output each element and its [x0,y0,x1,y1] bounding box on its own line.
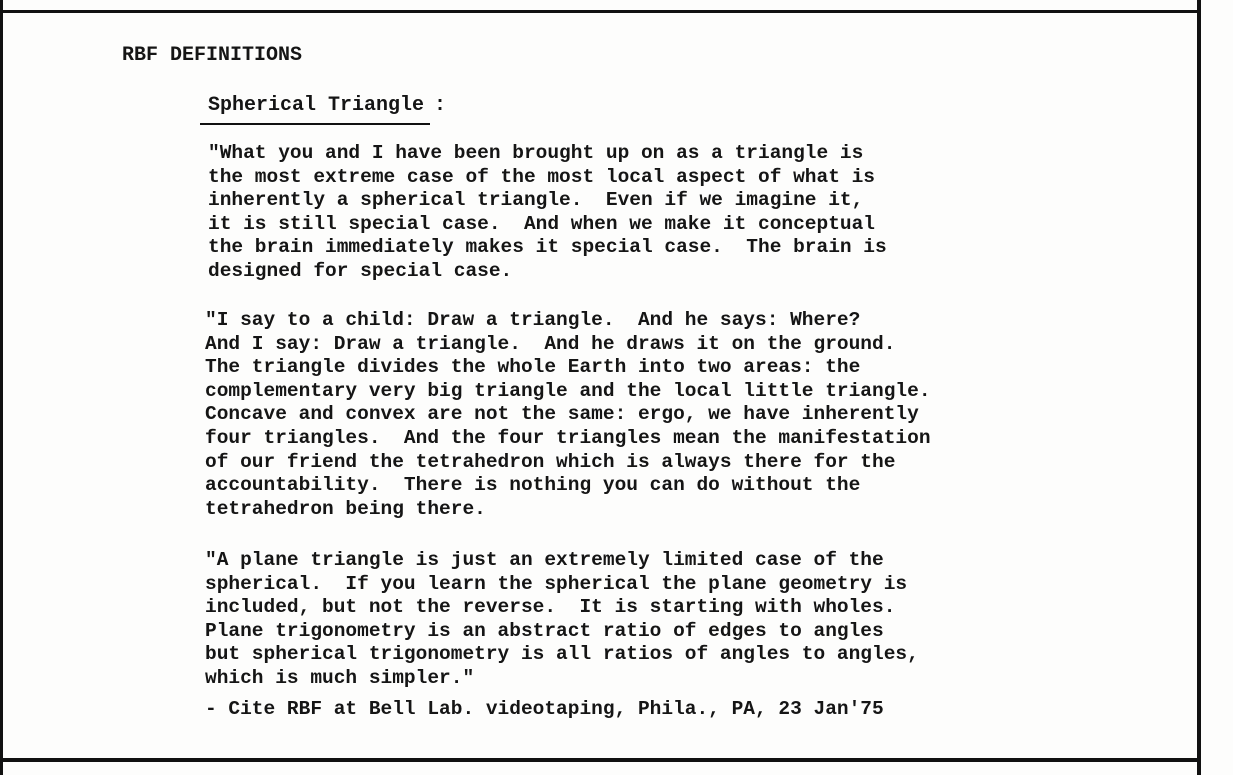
document-heading: RBF DEFINITIONS [122,44,303,67]
paragraph-line: which is much simpler." [205,666,475,689]
quote-paragraph-2 [205,309,931,521]
paragraph-line: the most extreme case of the most local aspect of what is [208,165,876,188]
term-colon: : [434,94,447,117]
citation-line: - Cite RBF at Bell Lab. videotaping, Phila., PA, 23 Jan'75 [205,698,884,720]
paragraph-line: four triangles. And the four triangles mean the manifestation [205,426,931,449]
paragraph-line: of our friend the tetrahedron which is always there for the [205,450,896,473]
paragraph-line: spherical. If you learn the spherical the plane geometry is [205,572,908,595]
left-border-rule [0,0,3,775]
paragraph-line: but spherical trigonometry is all ratios of angles to angles, [205,643,919,666]
paragraph-line: it is still special case. And when we make it conceptual [208,212,876,235]
term-title [208,94,446,125]
paragraph-line: accountability. There is nothing you can do without the [205,474,861,497]
top-border-rule [0,10,1200,13]
paragraph-line: inherently a spherical triangle. Even if we imagine it, [208,189,864,212]
quote-paragraph-1 [208,142,887,284]
paragraph-line: "A plane triangle is just an extremely limited case of the [205,549,884,571]
quote-paragraph-3 [205,549,919,691]
paragraph-line: And I say: Draw a triangle. And he draws it on the ground. [205,332,896,355]
paragraph-line: The triangle divides the whole Earth into two areas: the [205,356,861,379]
paragraph-line: complementary very big triangle and the local little triangle. [205,379,931,402]
paragraph-line: "What you and I have been brought up on as a triangle is [208,142,864,164]
paragraph-line: the brain immediately makes it special case. The brain is [208,236,887,259]
paragraph-line: tetrahedron being there. [205,497,486,520]
paragraph-line: "I say to a child: Draw a triangle. And he says: Where? [205,309,861,331]
paragraph-line: designed for special case. [208,259,513,282]
bottom-border-rule [0,758,1200,762]
term-label: Spherical Triangle [200,94,430,125]
paragraph-line: Plane trigonometry is an abstract ratio of edges to angles [205,619,884,642]
paragraph-line: Concave and convex are not the same: ergo, we have inherently [205,403,919,426]
paragraph-line: included, but not the reverse. It is starting with wholes. [205,596,896,619]
right-border-rule [1197,0,1201,775]
